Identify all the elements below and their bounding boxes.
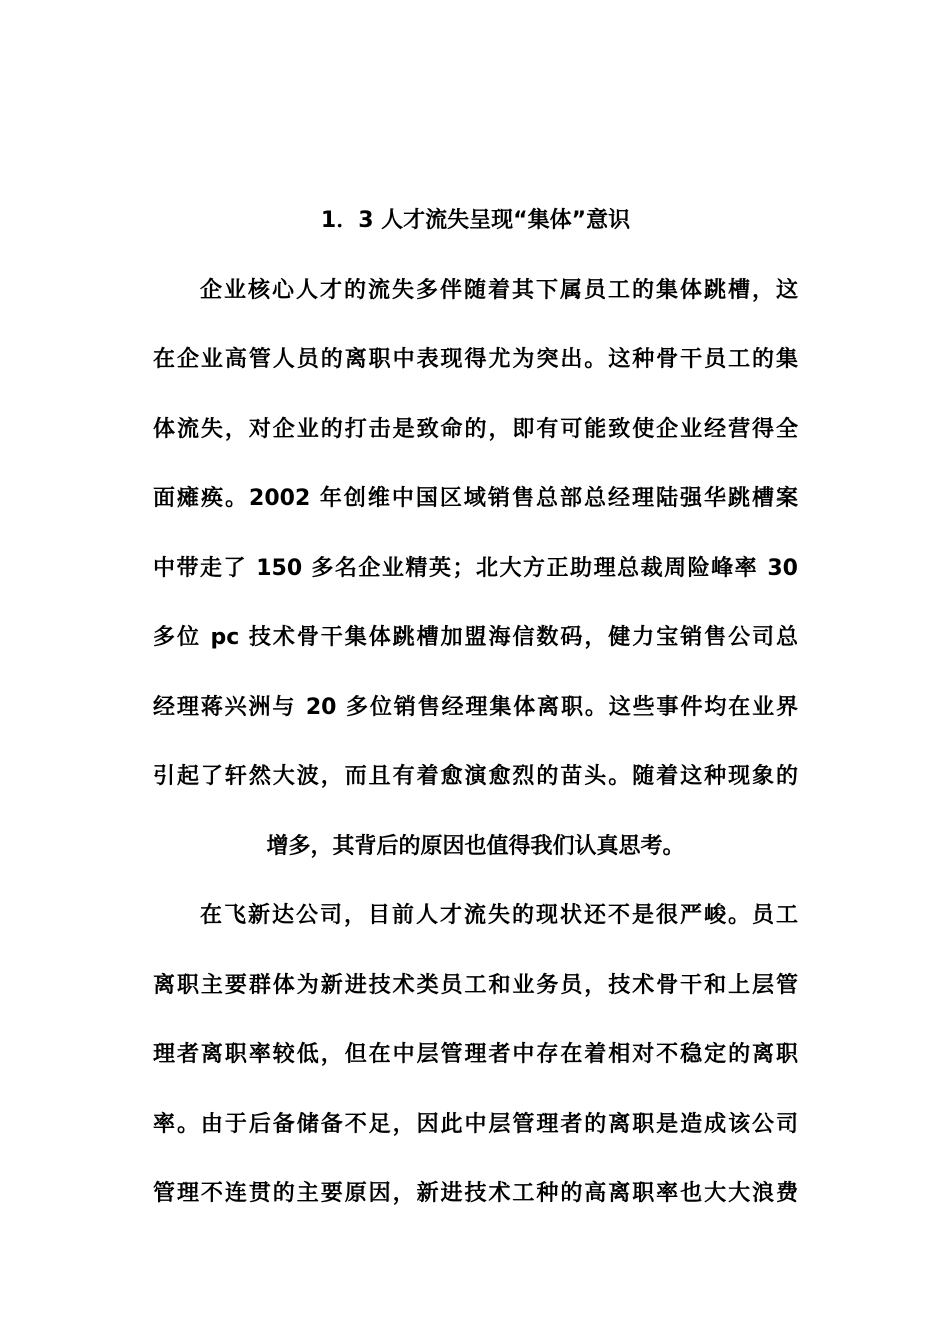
- paragraph-line: 经理蒋兴洲与 20 多位销售经理集体离职。这些事件均在业界: [153, 695, 798, 720]
- paragraph-line: 面瘫痪。2002 年创维中国区域销售总部总经理陆强华跳槽案: [153, 486, 798, 511]
- paragraph-line: 管理不连贯的主要原因，新进技术工种的高离职率也大大浪费: [153, 1181, 798, 1206]
- paragraph-line: 中带走了 150 多名企业精英；北大方正助理总裁周险峰率 30: [153, 556, 798, 581]
- paragraph-line: 引起了轩然大波，而且有着愈演愈烈的苗头。随着这种现象的: [153, 764, 798, 789]
- paragraph-line: 多位 pc 技术骨干集体跳槽加盟海信数码，健力宝销售公司总: [153, 625, 798, 650]
- paragraph-line: 体流失，对企业的打击是致命的，即有可能致使企业经营得全: [153, 417, 798, 442]
- paragraph-line: 在飞新达公司，目前人才流失的现状还不是很严峻。员工: [200, 903, 798, 928]
- paragraph-line: 率。由于后备储备不足，因此中层管理者的离职是造成该公司: [153, 1112, 798, 1137]
- paragraph-line: 增多，其背后的原因也值得我们认真思考。: [266, 834, 685, 859]
- paragraph-line: 离职主要群体为新进技术类员工和业务员，技术骨干和上层管: [153, 973, 798, 998]
- paragraph-line: 在企业高管人员的离职中表现得尤为突出。这种骨干员工的集: [153, 347, 798, 372]
- paragraph-line: 理者离职率较低，但在中层管理者中存在着相对不稳定的离职: [153, 1042, 798, 1067]
- paragraph-line: 企业核心人才的流失多伴随着其下属员工的集体跳槽，这: [200, 278, 798, 303]
- section-heading: 1．3 人才流失呈现“集体”意识: [320, 208, 631, 233]
